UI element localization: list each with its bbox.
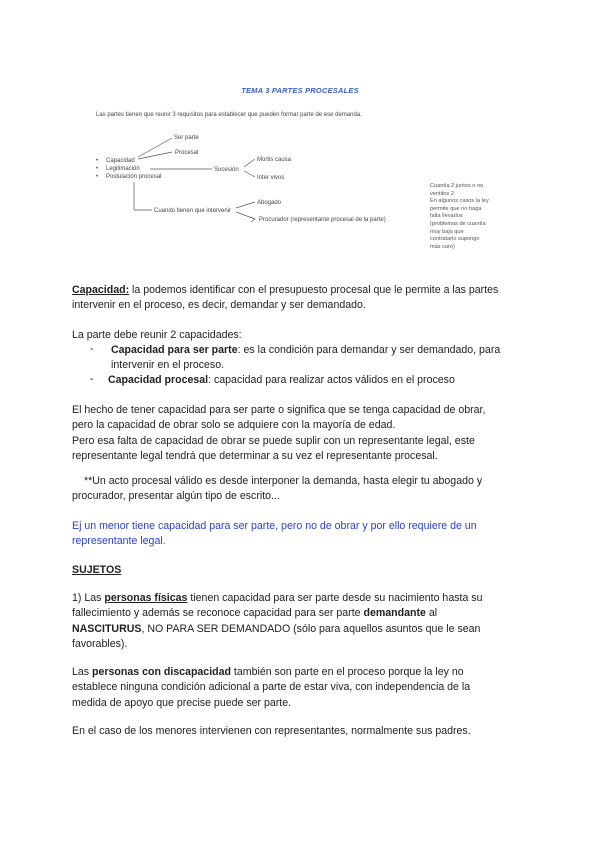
text-line: El hecho de tener capacidad para ser parte o significa que se tenga capacidad de obrar, [72, 404, 486, 416]
note-line: más caro) [430, 243, 455, 250]
capacidad-label: Capacidad: [72, 284, 130, 296]
dos-capacidades-text: La parte debe reunir 2 capacidades: [72, 329, 242, 341]
bullet-dot-2: • [96, 166, 99, 172]
capacidad-paragraph [72, 283, 532, 314]
list-item-procesal [108, 373, 538, 388]
diagram-procesal: Procesal [175, 150, 199, 156]
text-line: NASCITURUS, NO PARA SER DEMANDADO (sólo para aquellos asuntos que le sean [72, 622, 481, 635]
capacidad-text: la podemos identificar con el presupuesto procesal que le permite a las partes intervenir en el proceso, es decir, demandar y ser demandado. [72, 284, 499, 312]
list-item-label: Capacidad procesal [108, 374, 209, 386]
note-line: muy baja que [430, 228, 464, 235]
list-bullet: - [90, 373, 94, 385]
sujetos-heading [72, 563, 532, 578]
list-item-text: : es la condición para demandar y ser demandado, para [237, 344, 501, 356]
note-line: permite que no haga [430, 205, 482, 212]
diagram-capacidad: Capacidad [106, 158, 135, 164]
note-line: (problemas de cuantía [430, 220, 486, 227]
note-line: En algunos casos la ley [430, 198, 489, 205]
diagram-ser-parte: Ser parte [174, 135, 199, 141]
discapacidad-paragraph [72, 665, 532, 711]
diagram-mortis-causa: Mortis causa [257, 157, 292, 163]
text-line: representante legal. [72, 535, 166, 548]
note-line: falta llevarlos [430, 213, 463, 220]
demandante-label: demandante [363, 607, 426, 620]
diagram-abogado: Abogado [257, 200, 282, 206]
text-line: establece ninguna condición adicional a parte de estar viva, con independencia de la [72, 681, 471, 694]
text-line: 1) Las personas físicas tienen capacidad para ser parte desde su nacimiento hasta su [72, 592, 483, 604]
personas-fisicas-paragraph [72, 591, 532, 653]
note-line: Cuantía 2 juntos o no [430, 183, 484, 189]
list-item-continuation: intervenir en el proceso. [111, 359, 225, 371]
diagram-postulacion: Postulación procesal [106, 174, 162, 180]
intro-text: Las partes tienen que reunir 3 requisitos para establecer que pueden formar parte de ese demanda. [96, 112, 362, 118]
note-line: contratarlo supongo [430, 236, 480, 243]
sujetos-label: SUJETOS [72, 564, 122, 576]
list-item-label: Capacidad para ser parte [111, 344, 238, 356]
menores-paragraph: En el caso de los menores intervienen con representantes, normalmente sus padres. [72, 725, 471, 737]
list-item-ser-parte [111, 343, 541, 358]
bullet-dot-3: • [96, 174, 99, 180]
text-line: Pero esa falta de capacidad de obrar se puede suplir con un representante legal, este [72, 434, 475, 447]
text-line: medida de apoyo que precise puede ser parte. [72, 696, 292, 709]
acto-paragraph [72, 474, 544, 505]
hecho-paragraph [72, 403, 532, 465]
text-line: favorables). [72, 638, 128, 651]
diagram-cuando-tienen: Cuando tienen que intervenir [154, 208, 232, 214]
list-item-text: : capacidad para realizar actos válidos en el proceso [208, 374, 455, 386]
personas-fisicas-label: personas físicas [104, 592, 188, 604]
text-line: representante legal tendrá que determinar a su vez el representante procesal. [72, 450, 438, 463]
ejemplo-paragraph [72, 519, 532, 550]
text-line: Ej un menor tiene capacidad para ser parte, pero no de obrar y por ello requiere de un [72, 520, 477, 532]
bullet-dot-1: • [96, 158, 99, 164]
diagram-legitimacion: Legitimación [106, 166, 140, 172]
text-line: **Un acto procesal válido es desde interponer la demanda, hasta elegir tu abogado y [84, 475, 483, 487]
text-line: pero la capacidad de obrar solo se adquiere con la mayoría de edad. [72, 419, 396, 432]
note-line: ventitos 2 [430, 190, 454, 197]
list-bullet: - [90, 343, 94, 355]
diagram-procurador: Procurador (representante procesal de la parte) [259, 217, 386, 223]
side-note [430, 183, 530, 251]
page-title: TEMA 3 PARTES PROCESALES [241, 86, 359, 95]
diagram-sucesion: Sucesión [214, 167, 239, 173]
diagram-inter-vivos: Inter vivos [257, 175, 285, 181]
nasciturus-label: NASCITURUS [72, 622, 142, 635]
text-line: procurador, presentar algún tipo de escrito... [72, 490, 280, 503]
discapacidad-label: personas con discapacidad [92, 666, 231, 678]
text-line: fallecimiento y además se reconoce capacidad para ser parte demandante al [72, 607, 438, 620]
text-line: Las personas con discapacidad también son parte en el proceso porque la ley no [72, 666, 464, 678]
